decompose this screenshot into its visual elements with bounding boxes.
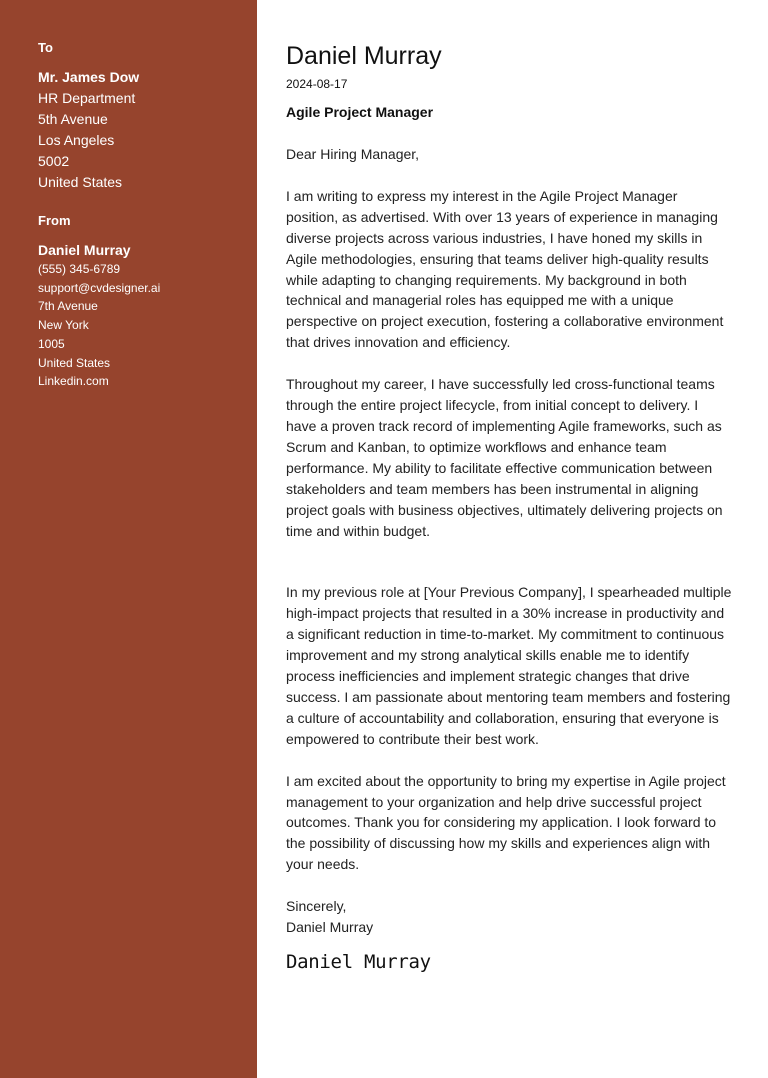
sender-postal-code: 1005 bbox=[38, 336, 65, 351]
letter-author-name: Daniel Murray bbox=[286, 42, 442, 70]
recipient-city: Los Angeles bbox=[38, 132, 115, 148]
sender-phone: (555) 345-6789 bbox=[38, 262, 121, 276]
sender-block bbox=[38, 212, 245, 391]
letter-role: Agile Project Manager bbox=[286, 104, 434, 120]
recipient-street: 5th Avenue bbox=[38, 111, 108, 127]
recipient-country: United States bbox=[38, 174, 123, 190]
sender-city: New York bbox=[38, 318, 89, 333]
handwritten-signature: Daniel Murray bbox=[286, 951, 431, 973]
recipient-department: HR Department bbox=[38, 90, 136, 106]
letter-closing: Sincerely, bbox=[286, 898, 347, 915]
sender-name: Daniel Murray bbox=[38, 242, 131, 258]
letter-paragraph-2: Throughout my career, I have successfully led cross-functional teams through the entire project lifecycle, from initial concept to delivery. I have a proven track record of implementing Agile frameworks, such as Scrum and Kanban, to optimize workflows and enhance team performance. My ability to facilitate effective communication between stakeholders and team members has been instrumental in aligning project goals with business objectives, ultimately delivering projects on time and within budget. bbox=[286, 376, 723, 539]
recipient-block bbox=[38, 39, 245, 193]
letter-paragraph-1: I am writing to express my interest in the Agile Project Manager position, as advertised. With over 13 years of experience in managing diverse projects across various industries, I have honed my skills in Agile methodologies, ensuring that teams deliver high-quality results while adapting to changing requirements. My background in both technical and managerial roles has equipped me with a unique perspective on project execution, fostering a collaborative environment that drives innovation and efficiency. bbox=[286, 187, 724, 351]
letter-paragraph-3: In my previous role at [Your Previous Company], I spearheaded multiple high-impact projects that resulted in a 30% increase in productivity and a significant reduction in time-to-market. My commitment to continuous improvement and my strong analytical skills enable me to identify process inefficiencies and implement strategic changes that drive success. I am passionate about mentoring team members and fostering a culture of accountability and collaboration, ensuring that everyone is empowered to contribute their best work. bbox=[286, 584, 732, 747]
recipient-postal-code: 5002 bbox=[38, 153, 70, 169]
recipient-section-label: To bbox=[38, 40, 53, 55]
sender-linkedin: Linkedin.com bbox=[38, 374, 109, 389]
letter-body bbox=[286, 40, 732, 974]
sender-street: 7th Avenue bbox=[38, 299, 98, 314]
sender-section-label: From bbox=[38, 213, 71, 228]
letter-greeting: Dear Hiring Manager, bbox=[286, 146, 420, 162]
letter-date: 2024-08-17 bbox=[286, 77, 348, 91]
recipient-name: Mr. James Dow bbox=[38, 69, 140, 85]
sender-email: support@cvdesigner.ai bbox=[38, 280, 161, 295]
letter-closing-name: Daniel Murray bbox=[286, 919, 374, 936]
sidebar bbox=[0, 0, 257, 1078]
letter-paragraph-4: I am excited about the opportunity to bring my expertise in Agile project management to your organization and help drive successful project outcomes. Thank you for considering my application. I look forward to the possibility of discussing how my skills and experiences align with your needs. bbox=[286, 772, 726, 873]
sender-country: United States bbox=[38, 355, 111, 370]
